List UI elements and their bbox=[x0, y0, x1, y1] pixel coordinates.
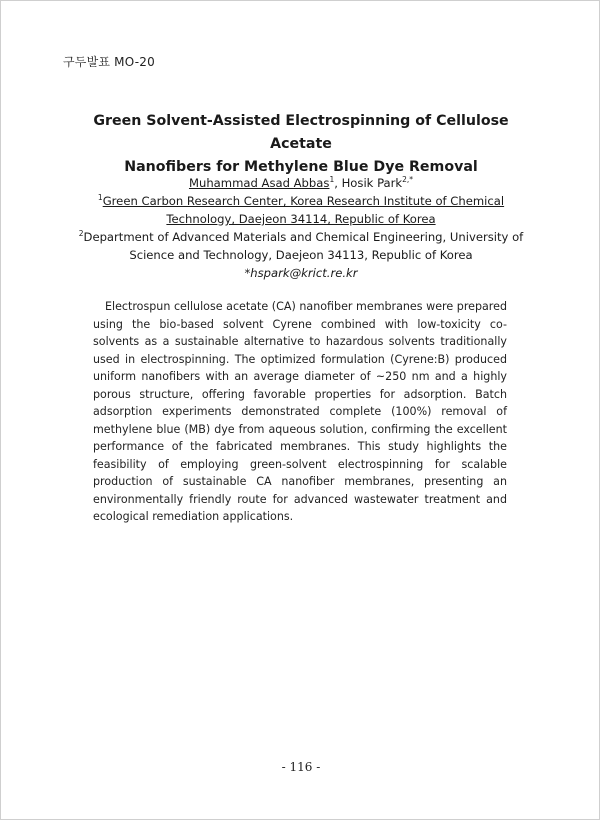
author-1-name: Muhammad Asad Abbas bbox=[188, 176, 330, 190]
title-line-1: Green Solvent-Assisted Electrospinning of Cellulose Acetate bbox=[93, 113, 509, 152]
affiliation-2-marker: 2 bbox=[78, 229, 84, 239]
paper-title bbox=[61, 110, 541, 179]
affiliation-1-line-2 bbox=[61, 210, 541, 228]
abstract-paragraph: Electrospun cellulose acetate (CA) nanofiber membranes were prepared using the bio-based solvent Cyrene combined with low-toxicity co-solvents as a sustainable alternative to hazardous solvents traditionally used in electrospinning. The optimized formulation (Cyrene:B) produced uniform nanofibers with an average diameter of ~250 nm and a highly porous structure, offering favorable properties for adsorption. Batch adsorption experiments demonstrated complete (100%) removal of methylene blue (MB) dye from aqueous solution, confirming the excellent performance of the fabricated membranes. This study highlights the feasibility of employing green-solvent electrospinning for scalable production of sustainable CA nanofiber membranes, presenting an environmentally friendly route for advanced wastewater treatment and ecological remediation applications. bbox=[93, 300, 507, 523]
affiliation-2-text-1: Department of Advanced Materials and Chemical Engineering, University of bbox=[83, 230, 524, 244]
author-line bbox=[61, 174, 541, 192]
affiliation-1-line-1 bbox=[61, 192, 541, 210]
affiliation-1-text-1: Green Carbon Research Center, Korea Research Institute of Chemical bbox=[102, 194, 505, 208]
author-2-name: Hosik Park bbox=[341, 176, 403, 190]
author-2-affil-marker: 2,* bbox=[402, 175, 414, 185]
affiliation-2-line-2: Science and Technology, Daejeon 34113, Republic of Korea bbox=[129, 248, 473, 262]
affiliation-2-line-1 bbox=[61, 228, 541, 246]
author-1-affil-marker: 1 bbox=[329, 175, 335, 185]
author-separator: , bbox=[334, 176, 342, 190]
author-block bbox=[61, 174, 541, 282]
affiliation-1-marker: 1 bbox=[97, 193, 103, 203]
session-label: 구두발표 MO-20 bbox=[63, 55, 155, 69]
page-number: - 116 - bbox=[281, 760, 321, 774]
title-line-2: Nanofibers for Methylene Blue Dye Removal bbox=[124, 159, 478, 175]
affiliation-1-text-2: Technology, Daejeon 34114, Republic of Korea bbox=[166, 212, 436, 226]
abstract bbox=[93, 298, 507, 526]
corresponding-email: *hspark@krict.re.kr bbox=[244, 266, 358, 280]
